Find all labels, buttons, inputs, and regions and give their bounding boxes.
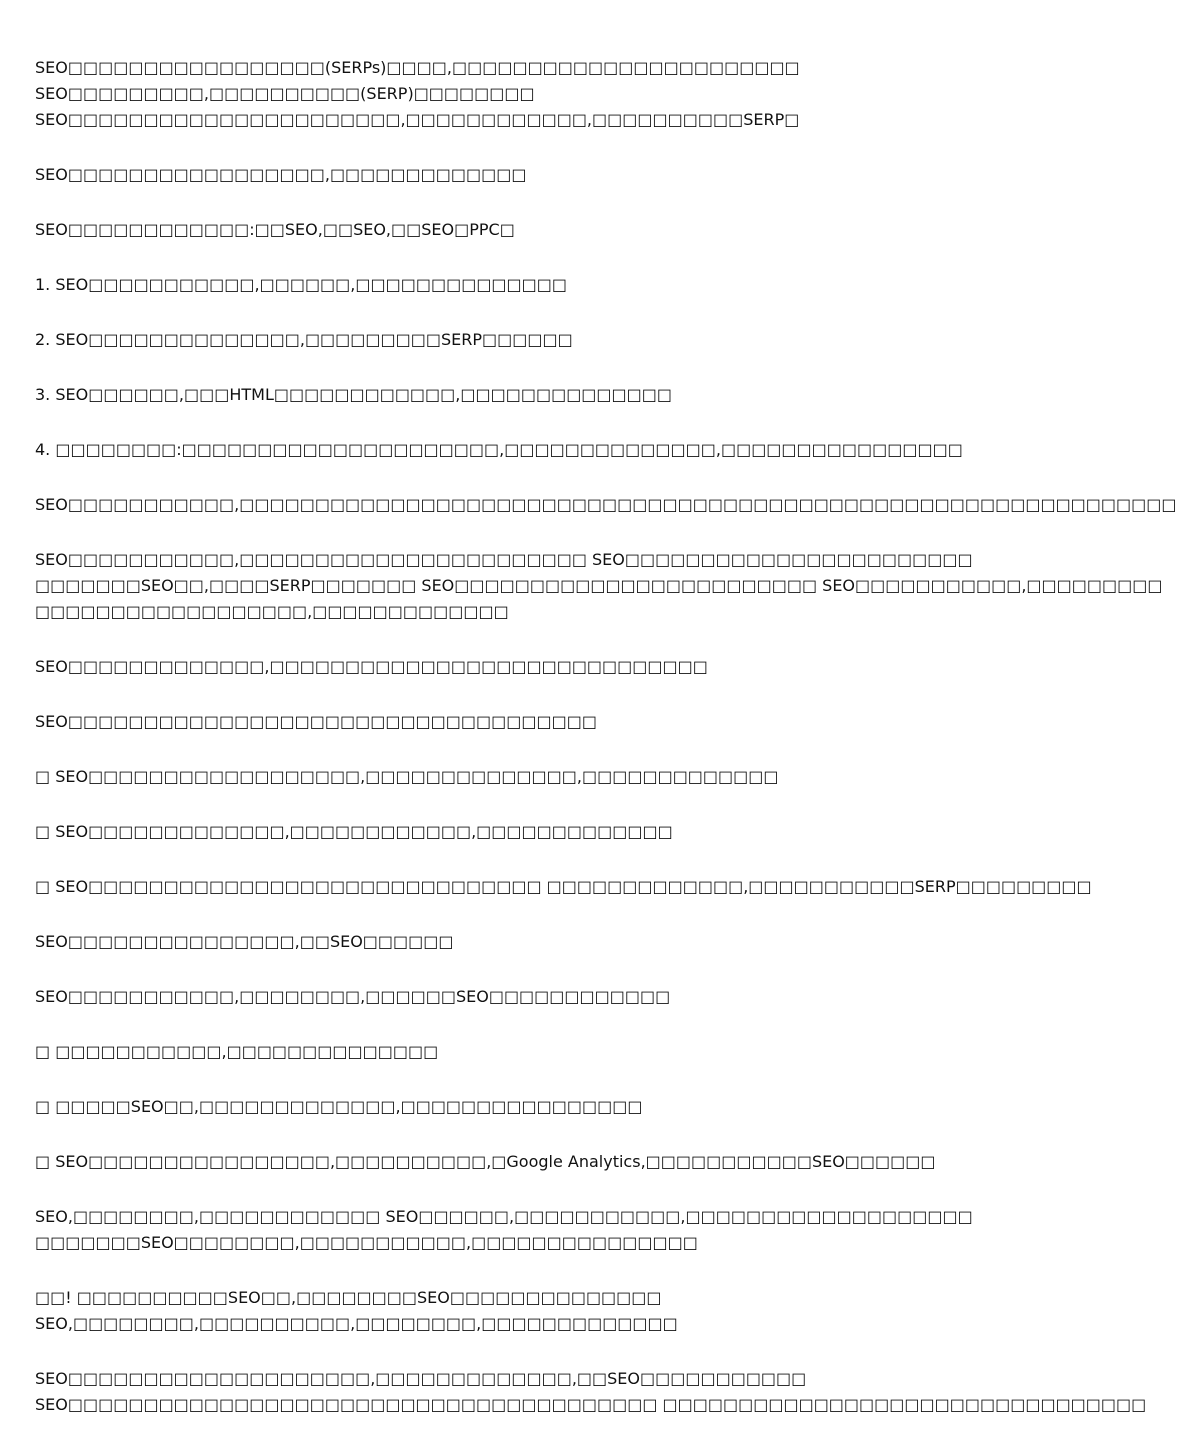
- text-line: □ SEO□□□□□□□□□□□□□□□□□□□□□□□□□□□□□□ □□□□□□□□□□□□□,□□□□□□□□□□□SERP□□□□□□□□□: [35, 877, 1092, 896]
- paragraph: [35, 709, 995, 735]
- text-line: 2. SEO□□□□□□□□□□□□□□,□□□□□□□□□SERP□□□□□□: [35, 330, 573, 349]
- text-line: SEO□□□□□□□□□□□,□□□□□□□□,□□□□□□SEO□□□□□□□□□□□□: [35, 987, 671, 1006]
- text-line: SEO□□□□□□□□□□□□:□□SEO,□□SEO,□□SEO□PPC□: [35, 220, 515, 239]
- paragraph: [35, 1094, 995, 1120]
- paragraph: [35, 437, 995, 463]
- text-line: □ □□□□□□□□□□□,□□□□□□□□□□□□□□: [35, 1042, 439, 1061]
- text-line: □ SEO□□□□□□□□□□□□□□□□□□,□□□□□□□□□□□□□□,□□□□□□□□□□□□□: [35, 767, 779, 786]
- paragraph: [35, 819, 995, 845]
- paragraph: [35, 327, 995, 353]
- paragraph: [35, 1285, 995, 1337]
- text-line: SEO□□□□□□□□□□□,□□□□□□□□□□□□□□□□□□□□□□□□□□□□□□□□□□□□□□□□□□□□□□□□□□□□□□□□□□□□□□: [35, 495, 1177, 514]
- paragraph: [35, 217, 995, 243]
- text-line: SEO□□□□□□□□□□□□□□□□□,□□□□□□□□□□□□□: [35, 165, 527, 184]
- text-line: SEO□□□□□□□□□□□□□□□□□□□□,□□□□□□□□□□□□□,□□SEO□□□□□□□□□□□: [35, 1369, 807, 1388]
- paragraph: [35, 984, 995, 1010]
- text-line: □□! □□□□□□□□□□SEO□□,□□□□□□□□SEO□□□□□□□□□□□□□□: [35, 1288, 662, 1307]
- paragraph: [35, 492, 1177, 518]
- text-line: □□□□□□□□□□□□□□□□□□,□□□□□□□□□□□□□: [35, 602, 509, 621]
- text-line: □□□□□□□SEO□□,□□□□SERP□□□□□□□ SEO□□□□□□□□□□□□□□□□□□□□□□□□ SEO□□□□□□□□□□□,□□□□□□□□□: [35, 576, 1163, 595]
- paragraph: [35, 272, 995, 298]
- text-line: SEO□□□□□□□□□□□,□□□□□□□□□□□□□□□□□□□□□□□ SEO□□□□□□□□□□□□□□□□□□□□□□□: [35, 550, 973, 569]
- paragraph: [35, 929, 995, 955]
- text-line: SEO□□□□□□□□□□□□□□□□□□□□□□,□□□□□□□□□□□□,□□□□□□□□□□SERP□: [35, 110, 800, 129]
- text-line: SEO□□□□□□□□□□□□□,□□□□□□□□□□□□□□□□□□□□□□□□□□□□□: [35, 657, 708, 676]
- text-line: □ □□□□□SEO□□,□□□□□□□□□□□□□,□□□□□□□□□□□□□□□□: [35, 1097, 643, 1116]
- text-line: SEO□□□□□□□□□□□□□□□,□□SEO□□□□□□: [35, 932, 454, 951]
- text-line: SEO,□□□□□□□□,□□□□□□□□□□,□□□□□□□□,□□□□□□□□□□□□□: [35, 1314, 678, 1333]
- paragraph: [35, 382, 995, 408]
- paragraph: [35, 764, 995, 790]
- text-line: □□□□□□□SEO□□□□□□□□,□□□□□□□□□□□,□□□□□□□□□□□□□□□: [35, 1233, 698, 1252]
- text-line: SEO□□□□□□□□□□□□□□□□□(SERPs)□□□□,□□□□□□□□□□□□□□□□□□□□□□□: [35, 58, 800, 77]
- paragraph: [35, 1149, 995, 1175]
- text-line: SEO□□□□□□□□□,□□□□□□□□□□(SERP)□□□□□□□□: [35, 84, 535, 103]
- text-line: 4. □□□□□□□□:□□□□□□□□□□□□□□□□□□□□□,□□□□□□□□□□□□□□,□□□□□□□□□□□□□□□□: [35, 440, 963, 459]
- paragraph: [35, 1039, 995, 1065]
- paragraph: [35, 55, 995, 133]
- text-line: SEO,□□□□□□□□,□□□□□□□□□□□□ SEO□□□□□□,□□□□□□□□□□□,□□□□□□□□□□□□□□□□□□□: [35, 1207, 973, 1226]
- paragraph: [35, 1204, 995, 1256]
- paragraph: [35, 162, 995, 188]
- text-line: SEO□□□□□□□□□□□□□□□□□□□□□□□□□□□□□□□□□□□□□□□ □□□□□□□□□□□□□□□□□□□□□□□□□□□□□□□□: [35, 1395, 1147, 1414]
- text-line: □ SEO□□□□□□□□□□□□□,□□□□□□□□□□□□,□□□□□□□□□□□□□: [35, 822, 673, 841]
- paragraph: [35, 1366, 1147, 1418]
- document-body: [35, 55, 1177, 1447]
- text-line: 1. SEO□□□□□□□□□□□,□□□□□□,□□□□□□□□□□□□□□: [35, 275, 568, 294]
- paragraph: [35, 547, 1163, 625]
- text-line: SEO□□□□□□□□□□□□□□□□□□□□□□□□□□□□□□□□□□□: [35, 712, 597, 731]
- text-line: □ SEO□□□□□□□□□□□□□□□□,□□□□□□□□□□,□Google Analytics,□□□□□□□□□□□SEO□□□□□□: [35, 1152, 936, 1171]
- paragraph: [35, 874, 1092, 900]
- text-line: 3. SEO□□□□□□,□□□HTML□□□□□□□□□□□□,□□□□□□□□□□□□□□: [35, 385, 673, 404]
- paragraph: [35, 654, 995, 680]
